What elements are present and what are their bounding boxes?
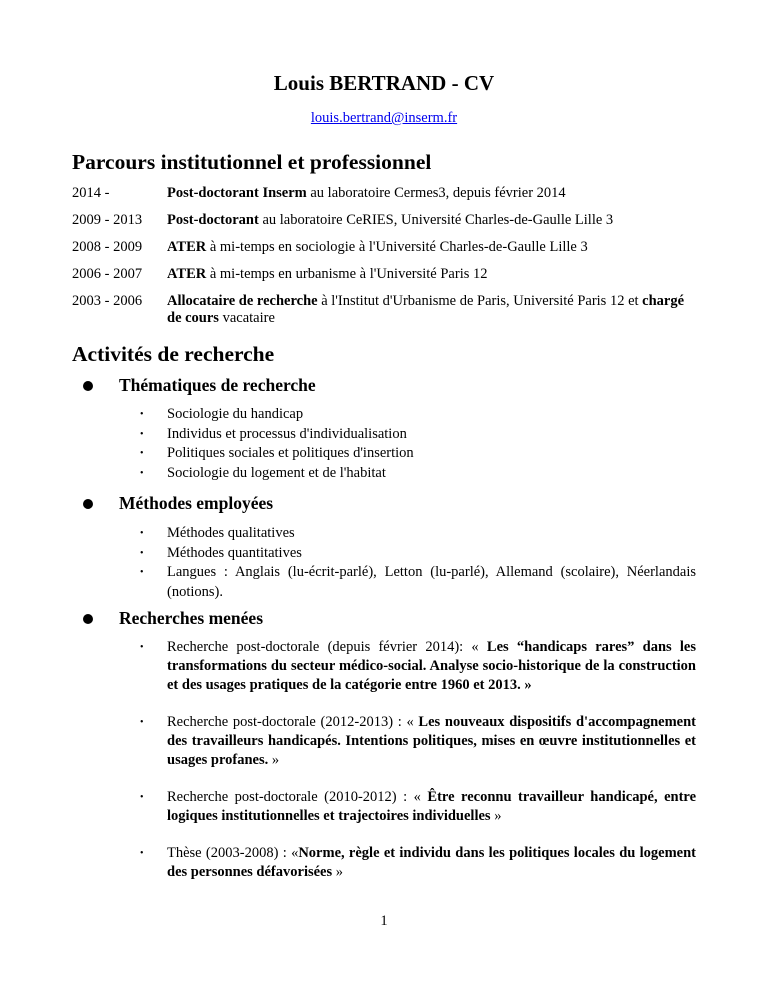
bullet-icon: • <box>140 642 144 653</box>
bullet-icon: • <box>140 448 144 459</box>
list-item: • Recherche post-doctorale (2012-2013) : « Les nouveaux dispositifs d'accompagnement des travailleurs handicapés. Intentions politiques, mises en œuvre institutionnelles et usages profanes. » <box>140 714 696 768</box>
section-heading-research: Activités de recherche <box>72 342 275 366</box>
bullet-icon: • <box>140 792 144 803</box>
email-line <box>0 110 768 127</box>
bullet-icon: • <box>140 409 144 420</box>
career-row <box>72 266 696 283</box>
career-row <box>72 212 696 229</box>
list-item: • Thèse (2003-2008) : «Norme, règle et individu dans les politiques locales du logement des personnes défavorisées » <box>140 845 697 880</box>
career-description: Post-doctorant Inserm au laboratoire Cermes3, depuis février 2014 <box>167 185 566 201</box>
bullet-icon: • <box>140 717 144 728</box>
methods-list <box>140 524 696 602</box>
career-years: 2014 - <box>72 185 110 201</box>
career-description: Post-doctorant au laboratoire CeRIES, Université Charles-de-Gaulle Lille 3 <box>167 212 614 228</box>
career-years: 2003 - 2006 <box>72 293 143 309</box>
subsection-title: Recherches menées <box>119 608 263 628</box>
career-description: Allocataire de recherche à l'Institut d'Urbanisme de Paris, Université Paris 12 et chargé de cours vacataire <box>167 293 685 326</box>
career-years: 2008 - 2009 <box>72 239 143 255</box>
subsection-methods <box>83 493 273 514</box>
subsection-research <box>83 608 263 629</box>
bullet-icon: • <box>140 428 144 440</box>
bullet-icon <box>83 614 93 624</box>
list-item: • Sociologie du handicap <box>140 405 696 425</box>
list-item: • Politiques sociales et politiques d'insertion <box>140 444 696 464</box>
list-item: • Méthodes qualitatives <box>140 524 696 544</box>
section-heading-career: Parcours institutionnel et professionnel <box>72 150 432 174</box>
career-years: 2009 - 2013 <box>72 212 143 228</box>
bullet-icon: • <box>140 467 144 479</box>
list-item: • Sociologie du logement et de l'habitat <box>140 464 696 484</box>
list-item: • Méthodes quantitatives <box>140 544 696 564</box>
themes-list <box>140 405 696 483</box>
bullet-icon: • <box>140 528 144 539</box>
bullet-icon: • <box>140 848 144 859</box>
career-row <box>72 239 696 256</box>
career-description: ATER à mi-temps en urbanisme à l'Université Paris 12 <box>167 266 488 282</box>
career-description: ATER à mi-temps en sociologie à l'Université Charles-de-Gaulle Lille 3 <box>167 239 588 255</box>
page-title: Louis BERTRAND - CV <box>273 71 495 95</box>
career-years: 2006 - 2007 <box>72 266 143 282</box>
career-row <box>72 185 696 202</box>
list-item: • Individus et processus d'individualisation <box>140 425 696 445</box>
page-number: 1 <box>380 913 388 929</box>
list-item: • Recherche post-doctorale (depuis février 2014): « Les “handicaps rares” dans les transformations du secteur médico-social. Analyse socio-historique de la construction et des usages pratiques de la catégorie entre 1960 et 2013. » <box>140 639 696 693</box>
research-list <box>140 638 696 900</box>
list-item: • Langues : Anglais (lu-écrit-parlé), Letton (lu-parlé), Allemand (scolaire), Néerlandais (notions). <box>140 563 696 602</box>
bullet-icon: • <box>140 567 144 578</box>
subsection-title: Thématiques de recherche <box>119 375 316 395</box>
list-item: • Recherche post-doctorale (2010-2012) : « Être reconnu travailleur handicapé, entre logiques institutionnelles et trajectoires individuelles » <box>140 789 697 824</box>
career-table <box>72 185 696 337</box>
email-link[interactable]: louis.bertrand@inserm.fr <box>310 110 458 126</box>
bullet-icon: • <box>140 547 144 559</box>
subsection-title: Méthodes employées <box>119 493 274 513</box>
bullet-icon <box>83 499 93 509</box>
subsection-themes <box>83 375 316 396</box>
career-row <box>72 293 696 327</box>
bullet-icon <box>83 381 93 391</box>
